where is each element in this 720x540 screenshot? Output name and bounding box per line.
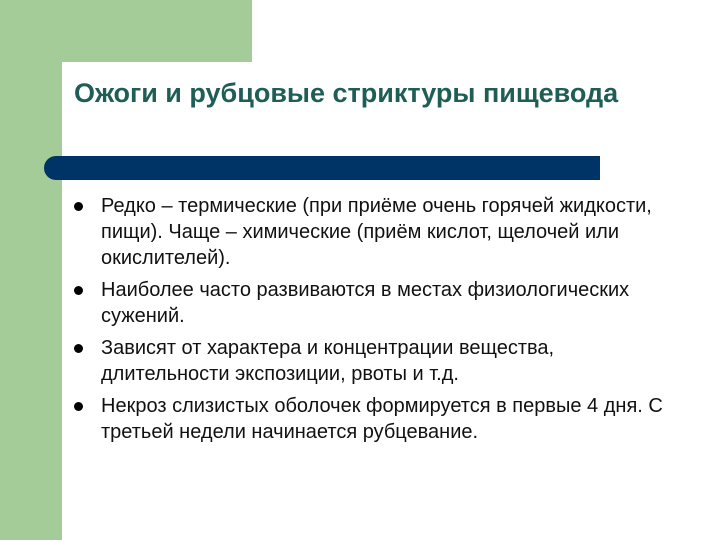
bullet-text: Наиболее часто развиваются в местах физиологических сужений. bbox=[101, 279, 630, 327]
bullet-dot-icon bbox=[74, 286, 83, 295]
bullet-list bbox=[72, 193, 672, 451]
bullet-dot-icon bbox=[74, 344, 83, 353]
bullet-text: Редко – термические (при приёме очень горячей жидкости, пищи). Чаще – химические (приём кислот, щелочей или окислителей). bbox=[101, 195, 652, 269]
slide-title: Ожоги и рубцовые стриктуры пищевода bbox=[74, 78, 619, 108]
bullet-item bbox=[72, 335, 672, 387]
bullet-item bbox=[72, 193, 672, 271]
top-green-block bbox=[0, 0, 252, 62]
left-green-band bbox=[0, 0, 62, 540]
bullet-dot-icon bbox=[74, 202, 83, 211]
bullet-text: Некроз слизистых оболочек формируется в первые 4 дня. С третьей недели начинается рубцевание. bbox=[101, 395, 663, 443]
bullet-item bbox=[72, 277, 672, 329]
bullet-text: Зависят от характера и концентрации вещества, длительности экспозиции, рвоты и т.д. bbox=[101, 337, 555, 385]
bullet-item bbox=[72, 393, 672, 445]
title-underline-bar bbox=[44, 156, 600, 180]
bullet-dot-icon bbox=[74, 402, 83, 411]
